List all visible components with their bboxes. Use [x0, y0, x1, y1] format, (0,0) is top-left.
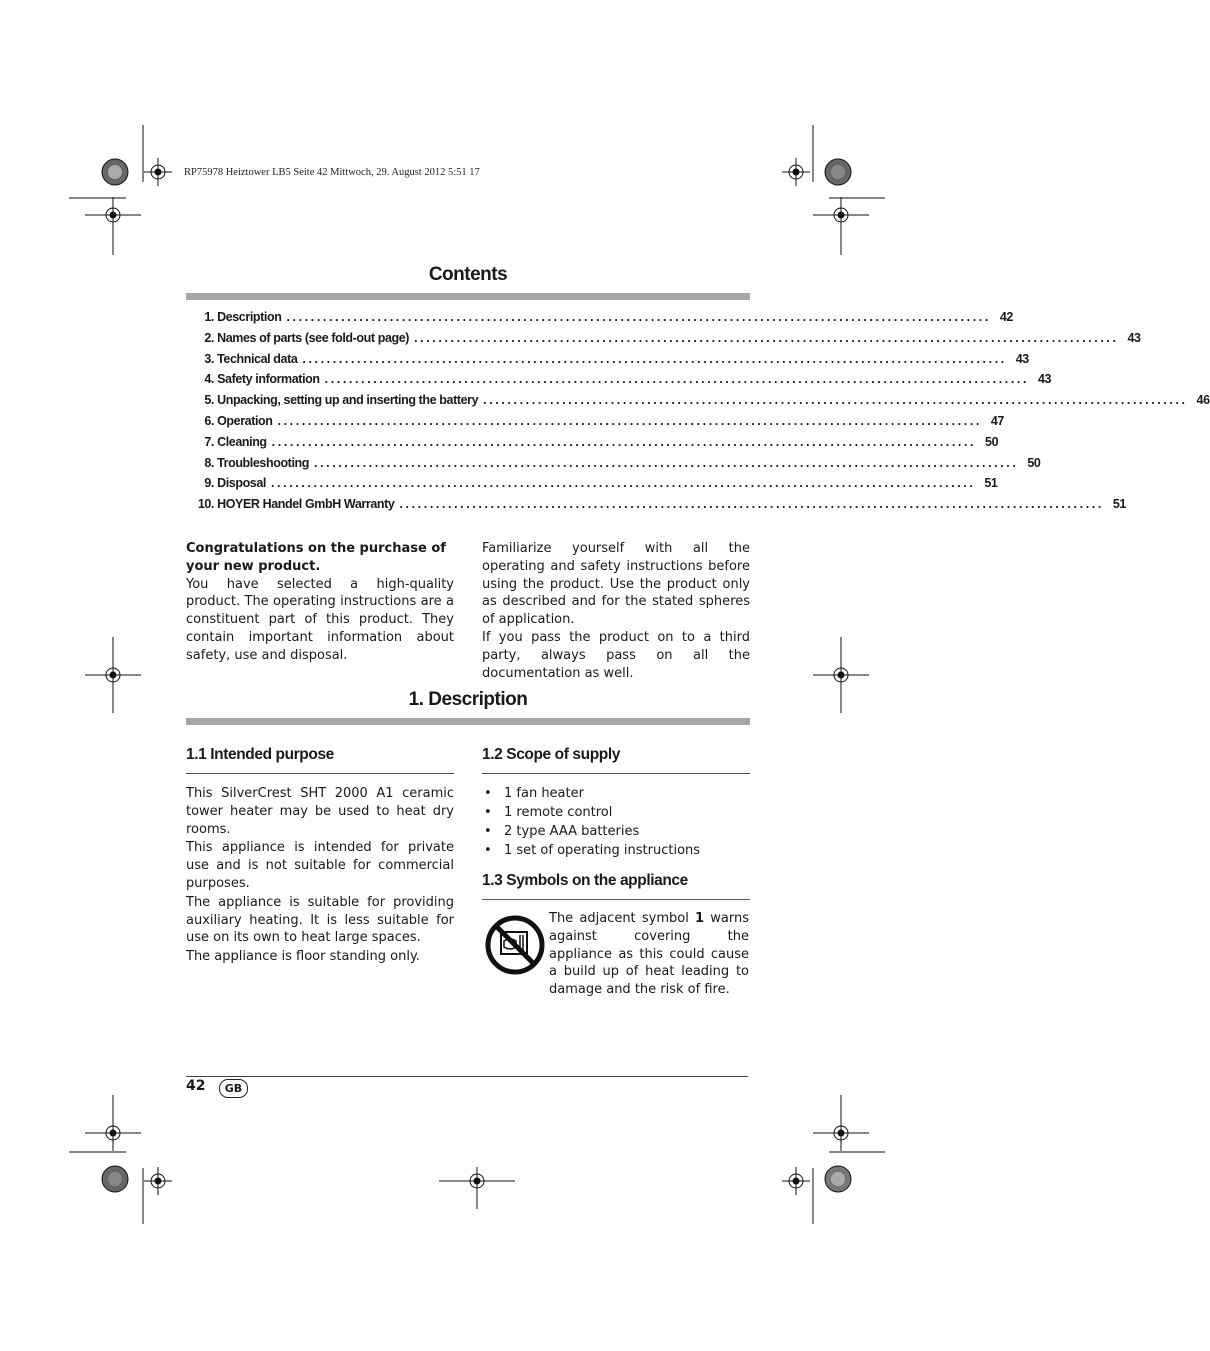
intended-purpose-paragraph: This appliance is intended for private use and is not suitable for commercial purposes.	[186, 840, 454, 891]
contents-divider	[186, 293, 750, 300]
scope-of-supply-heading: 1.2 Scope of supply	[482, 746, 620, 763]
intro-right-paragraph: Familiarize yourself with all the operating and safety instructions before using the product. Use the product only as described and for the stated spheres of application.	[482, 541, 750, 628]
heading-rule	[482, 899, 750, 900]
footer-rule	[186, 1076, 748, 1077]
page-number: 42	[186, 1078, 206, 1094]
toc-dot-leader: ....................................................................................................................	[324, 372, 1030, 387]
intro-right-column	[482, 540, 750, 682]
toc-item-page: 50	[985, 434, 999, 449]
toc-item[interactable]	[186, 455, 1041, 477]
toc-item-number: 2.	[204, 330, 214, 345]
table-of-contents	[186, 310, 1210, 518]
toc-item-label: Troubleshooting	[217, 455, 309, 470]
toc-item-page: 50	[1027, 455, 1041, 470]
contents-title: Contents	[428, 264, 508, 285]
intended-purpose-heading: 1.1 Intended purpose	[186, 746, 334, 763]
toc-item-number: 4.	[204, 372, 214, 387]
toc-dot-leader: ....................................................................................................................	[302, 351, 1007, 366]
toc-item-number: 8.	[204, 455, 214, 470]
toc-item[interactable]	[186, 372, 1052, 393]
symbols-text	[549, 910, 749, 999]
toc-item[interactable]	[186, 310, 1013, 331]
intended-purpose-paragraph: This SilverCrest SHT 2000 A1 ceramic tower heater may be used to heat dry rooms.	[186, 786, 454, 837]
toc-item-label: Description	[217, 310, 282, 324]
toc-item-number: 9.	[204, 476, 214, 491]
intended-purpose-body	[186, 785, 454, 966]
print-info-line: RP75978 Heiztower LB5 Seite 42 Mittwoch, 29. August 2012 5:51 17	[184, 167, 480, 178]
symbols-text-after: warns against covering the appliance as this could cause a build up of heat leading to damage and the risk of fire.	[549, 911, 749, 998]
toc-item-label: HOYER Handel GmbH Warranty	[217, 497, 395, 512]
toc-item-page: 51	[1112, 497, 1126, 512]
language-badge: GB	[219, 1079, 248, 1098]
intro-left-column	[186, 540, 454, 665]
toc-item-label: Names of parts (see fold-out page)	[217, 330, 410, 345]
symbols-text-before: The adjacent symbol	[549, 911, 696, 926]
toc-dot-leader: ....................................................................................................................	[399, 497, 1104, 512]
symbol-number: 1	[695, 911, 705, 926]
toc-item-page: 46	[1196, 393, 1210, 408]
toc-item-label: Cleaning	[217, 434, 267, 449]
description-title: 1. Description	[408, 689, 528, 710]
toc-item-label: Operation	[217, 413, 273, 428]
list-item: • 1 remote control	[482, 803, 750, 822]
toc-item-number: 6.	[204, 413, 214, 428]
intended-purpose-paragraph: The appliance is suitable for providing auxiliary heating. It is less suitable for use on its own to heat large spaces.	[186, 894, 454, 946]
toc-item[interactable]	[186, 393, 1210, 414]
intro-right-paragraph: If you pass the product on to a third party, always pass on all the documentation as well.	[482, 629, 750, 681]
toc-item-page: 43	[1127, 330, 1141, 345]
toc-item-number: 5.	[204, 393, 214, 408]
toc-item-page: 47	[990, 413, 1004, 428]
toc-item-label: Unpacking, setting up and inserting the battery	[217, 393, 479, 408]
intro-heading: Congratulations on the purchase of your new product.	[186, 541, 446, 574]
do-not-cover-icon	[484, 914, 546, 976]
toc-item-label: Safety information	[217, 372, 320, 387]
toc-dot-leader: ....................................................................................................................	[314, 455, 1019, 470]
toc-dot-leader: ....................................................................................................................	[286, 310, 991, 324]
toc-item-number: 10.	[197, 497, 214, 512]
toc-item-number: 1.	[204, 310, 214, 324]
toc-item[interactable]	[186, 434, 999, 456]
toc-item-label: Technical data	[217, 351, 298, 366]
toc-item-label: Disposal	[217, 476, 266, 491]
list-item: • 1 set of operating instructions	[482, 841, 750, 860]
heading-rule	[186, 773, 454, 774]
heading-rule	[482, 773, 750, 774]
toc-item-page: 43	[1037, 372, 1052, 387]
toc-dot-leader: ....................................................................................................................	[414, 330, 1119, 345]
list-item: • 2 type AAA batteries	[482, 822, 750, 841]
toc-item[interactable]	[186, 476, 998, 497]
toc-item-number: 7.	[204, 434, 214, 449]
toc-item-page: 43	[1015, 351, 1029, 366]
toc-dot-leader: ....................................................................................................................	[483, 393, 1188, 408]
intended-purpose-paragraph: The appliance is floor standing only.	[186, 949, 420, 965]
scope-of-supply-list	[482, 784, 750, 860]
toc-dot-leader: ....................................................................................................................	[270, 476, 976, 491]
toc-item[interactable]	[186, 413, 1004, 435]
toc-item[interactable]	[186, 497, 1126, 518]
toc-dot-leader: ....................................................................................................................	[277, 413, 982, 428]
toc-item-page: 42	[999, 310, 1013, 324]
intro-left-text: You have selected a high-quality product. The operating instructions are a constituent part of this product. They contain important information about safety, use and disposal.	[186, 576, 454, 663]
toc-item[interactable]	[186, 351, 1029, 373]
symbols-heading: 1.3 Symbols on the appliance	[482, 872, 688, 889]
toc-item[interactable]	[186, 330, 1141, 352]
list-item: • 1 fan heater	[482, 784, 750, 803]
toc-item-number: 3.	[204, 351, 214, 366]
description-divider	[186, 718, 750, 725]
toc-item-page: 51	[984, 476, 998, 491]
toc-dot-leader: ....................................................................................................................	[271, 434, 977, 449]
